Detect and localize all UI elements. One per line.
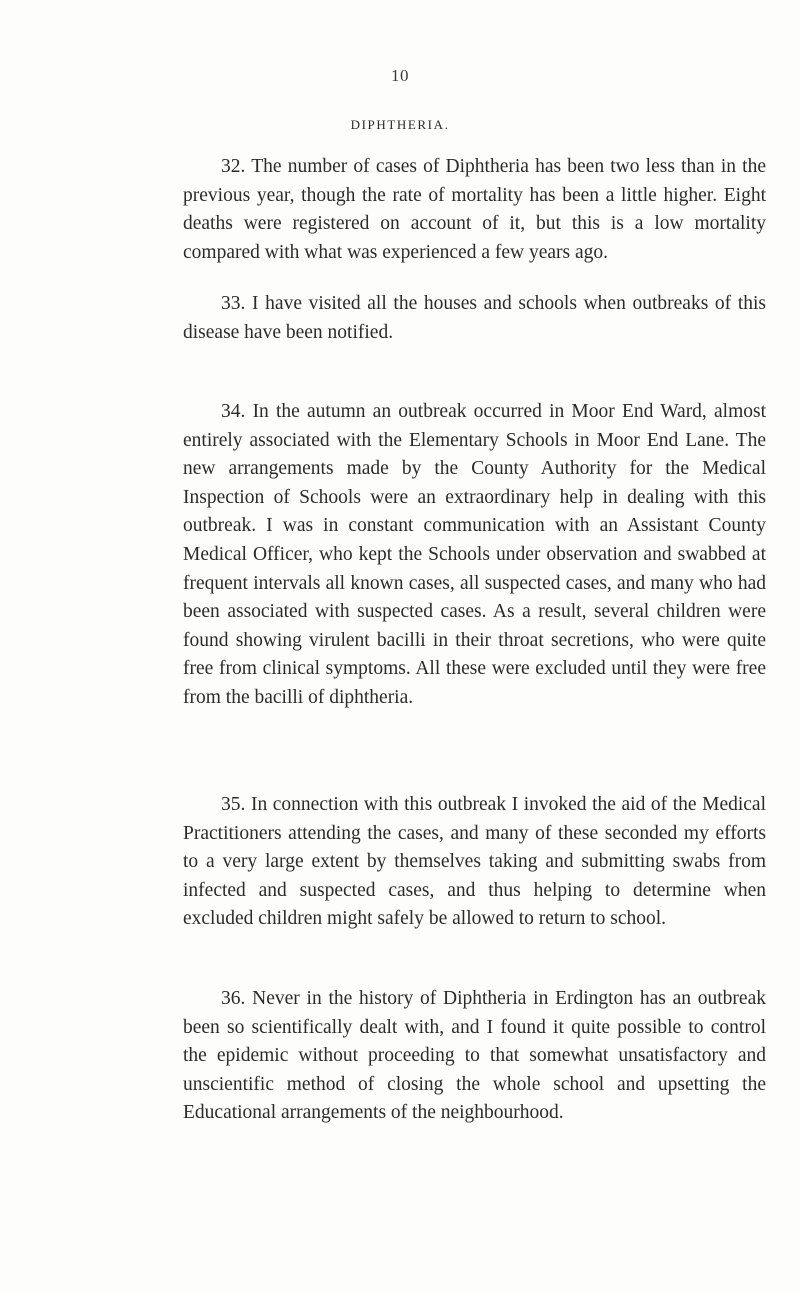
paragraph-33 <box>183 290 766 347</box>
paragraph-number: 34. <box>221 401 246 422</box>
section-heading: DIPHTHERIA. <box>350 117 450 132</box>
paragraph-text: In the autumn an outbreak occurred in Moor End Ward, almost entirely associated with the Elementary Schools in Moor End Lane. The new arrangements made by the County Authority for the Medical Inspection of Schools were an extraordinary help in dealing with this outbreak. I was in constant communication with an Assistant County Medical Officer, who kept the Schools under observation and swabbed at frequent intervals all known cases, all suspected cases, and many who had been associated with suspected cases. As a result, several children were found showing virulent bacilli in their throat secretions, who were quite free from clinical symptoms. All these were excluded until they were free from the bacilli of diphtheria. <box>183 401 766 708</box>
paragraph-number: 33. <box>221 293 246 314</box>
paragraph-36 <box>183 985 766 1128</box>
paragraph-number: 35. <box>221 794 246 815</box>
paragraph-35 <box>183 791 766 934</box>
page-number: 10 <box>391 66 409 85</box>
paragraph-number: 32. <box>221 156 246 177</box>
paragraph-text: I have visited all the houses and schools when outbreaks of this disease have been notified. <box>183 293 766 343</box>
paragraph-text: The number of cases of Diphtheria has been two less than in the previous year, though the rate of mortality has been a little higher. Eight deaths were registered on account of it, but this is a low mortality compared with what was experienced a few years ago. <box>183 156 766 263</box>
paragraph-34 <box>183 398 766 713</box>
paragraph-number: 36. <box>221 988 246 1009</box>
paragraph-text: Never in the history of Diphtheria in Erdington has an outbreak been so scientifically dealt with, and I found it quite possible to control the epidemic without proceeding to that somewhat unsatisfactory and unscientific method of closing the whole school and upsetting the Educational arrangements of the neighbourhood. <box>183 988 766 1124</box>
paragraph-32 <box>183 153 766 267</box>
paragraph-text: In connection with this outbreak I invoked the aid of the Medical Practitioners attending the cases, and many of these seconded my efforts to a very large extent by themselves taking and submitting swabs from infected and suspected cases, and thus helping to determine when excluded children might safely be allowed to return to school. <box>183 794 767 930</box>
